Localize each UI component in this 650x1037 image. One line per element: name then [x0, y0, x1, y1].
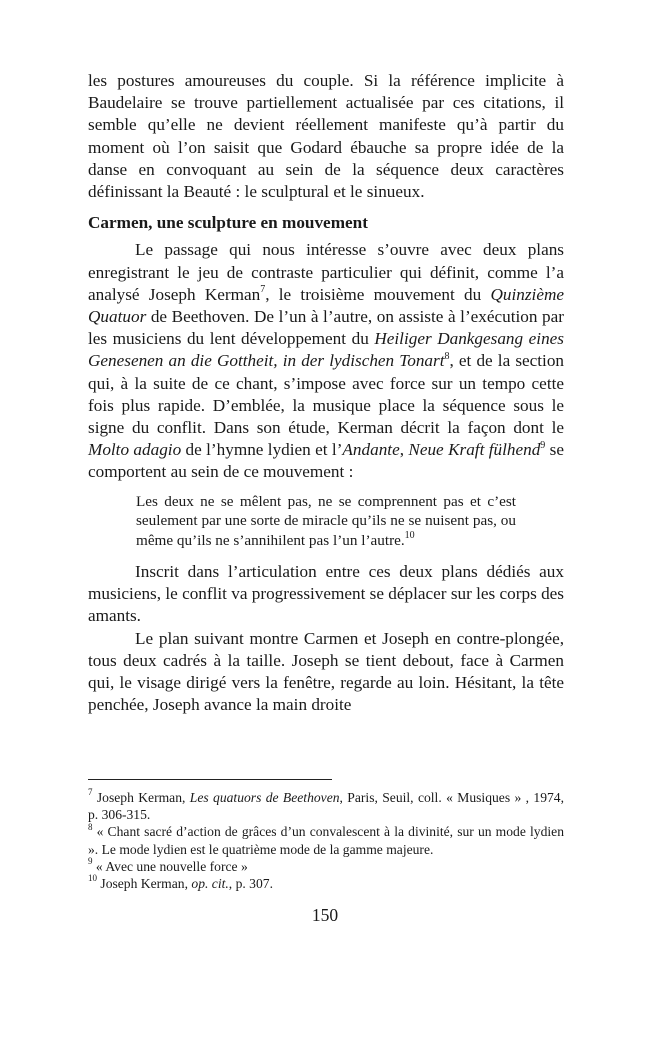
- footnote-ref-7[interactable]: 7: [260, 284, 266, 296]
- intro-paragraph: les postures amoureuses du couple. Si la référence implicite à Baudelaire se trouve partiellement actualisée par ces citations, il semble qu’elle ne devient réellement manifeste qu’à partir du moment où l’on saisit que Godard ébauche sa propre idée de la danse en convoquant au sein de la séquence deux caractères définissant la Beauté : le sculptural et le sinueux.: [88, 71, 564, 202]
- text-run: se comportent au sein de ce mouvement :: [88, 440, 564, 482]
- text-run: Le passage qui nous intéresse s’ouvre avec deux plans enregistrant le jeu de contraste particulier qui définit, comme l’a analysé Joseph Kerman: [88, 240, 564, 304]
- italic-title: Heiliger Dankgesang eines Genesenen an die Gottheit, in der lydischen Tonart: [88, 329, 564, 371]
- text-run: , et de la section qui, à la suite de ce chant, s’impose avec force sur un tempo cette fois plus rapide. D’emblée, la musique place la séquence sous le signe du conflit. Dans son étude, Kerman décrit la façon dont le: [88, 351, 565, 438]
- footnote-text: , Paris, Seuil, coll. « Musiques » , 1974, p. 306-315.: [88, 790, 564, 823]
- block-quote: [136, 492, 516, 551]
- footnote-text: Joseph Kerman,: [97, 876, 192, 892]
- footnote-text: « Chant sacré d’action de grâces d’un convalescent à la divinité, sur un mode lydien ». Le mode lydien est le quatrième mode de la gamme majeure.: [88, 824, 564, 857]
- footnote-text: Joseph Kerman,: [92, 790, 190, 805]
- page-body: [88, 70, 564, 716]
- text-run: , le troisième mouvement du: [265, 284, 491, 304]
- footnote-text: « Avec une nouvelle force »: [92, 858, 248, 874]
- footnote-text: , p. 307.: [228, 876, 273, 892]
- footnote-number: 10: [88, 873, 97, 884]
- italic-term: Molto adagio: [88, 440, 182, 460]
- body-paragraph-4: Le plan suivant montre Carmen et Joseph en contre-plongée, tous deux cadrés à la taille. Joseph se tient debout, face à Carmen qui, le visage dirigé vers la fenêtre, regarde au loin. Hésitant, la tête penchée, Joseph avance la main droite: [88, 628, 564, 715]
- italic-term: Neue Kraft fülhend: [408, 440, 541, 460]
- italic-term: Andante: [342, 440, 400, 460]
- italic-title: Quinzième Quatuor: [88, 284, 564, 327]
- footnote-ref-8[interactable]: 8: [444, 350, 450, 362]
- footnote-ref-9[interactable]: 9: [540, 439, 546, 451]
- body-paragraph-2: [88, 239, 564, 483]
- body-paragraph-3: Inscrit dans l’articulation entre ces deux plans dédiés aux musiciens, le conflit va progressivement se déplacer sur les corps des amants.: [88, 562, 564, 626]
- footnote-separator: [88, 779, 332, 780]
- section-heading: Carmen, une sculpture en mouvement: [88, 213, 368, 233]
- footnote-9: [88, 858, 564, 875]
- footnote-number: 7: [88, 787, 93, 798]
- footnote-italic: Les quatuors de Beethoven: [189, 790, 340, 805]
- footnotes: [88, 789, 564, 892]
- text-run: ,: [399, 440, 409, 460]
- text-run: de Beethoven. De l’un à l’autre, on assiste à l’exécution par les musiciens du lent développement du: [88, 307, 564, 349]
- footnote-7: [88, 789, 564, 823]
- footnote-8: [88, 823, 564, 857]
- text-run: de l’hymne lydien et l’: [181, 440, 343, 460]
- footnote-italic: op. cit.: [191, 876, 229, 892]
- footnote-number: 9: [88, 856, 93, 867]
- footnote-ref-10[interactable]: 10: [404, 530, 415, 542]
- page-number: 150: [311, 905, 339, 925]
- footnote-number: 8: [88, 821, 93, 832]
- quote-text: Les deux ne se mêlent pas, ne se comprennent pas et c’est seulement par une sorte de miracle qu’ils ne se nuisent pas, ou même qu’ils ne s’annihilent pas l’un l’autre.: [136, 492, 516, 550]
- footnote-10: [88, 875, 564, 892]
